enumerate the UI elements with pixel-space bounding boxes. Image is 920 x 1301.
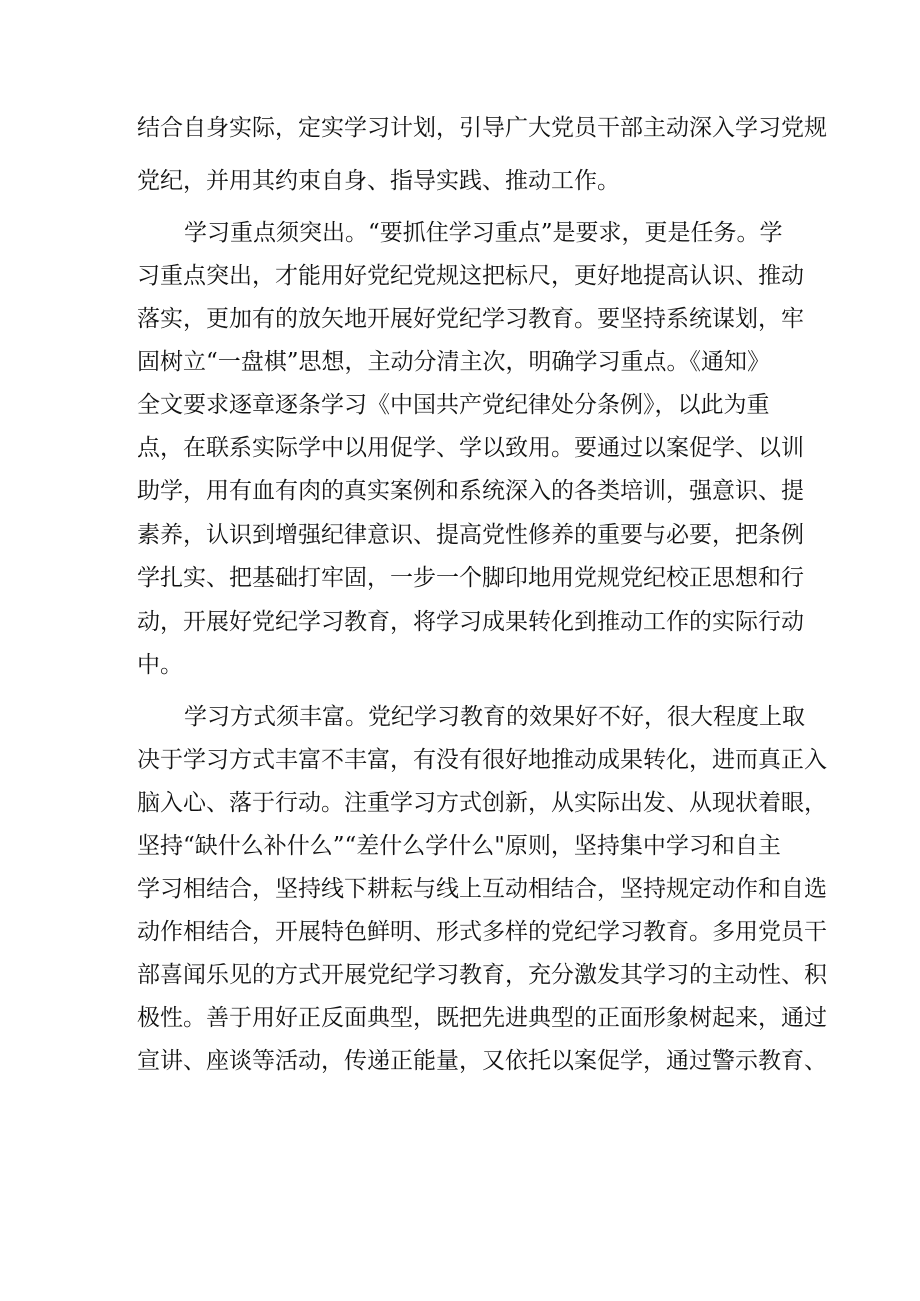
text-line: 宣讲、座谈等活动，传递正能量，又依托以案促学，通过警示教育、: [137, 1048, 827, 1074]
text-line: 学习相结合，坚持线下耕耘与线上互动相结合，坚持规定动作和自选: [137, 876, 827, 902]
text-line: 脑入心、落于行动。注重学习方式创新，从实际出发、从现状着眼，: [137, 790, 827, 816]
text-line: 助学，用有血有肉的真实案例和系统深入的各类培训，强意识、提: [137, 478, 804, 504]
text-line: 极性。善于用好正反面典型，既把先进典型的正面形象树起来，通过: [137, 1005, 827, 1031]
text-line: 全文要求逐章逐条学习《中国共产党纪律处分条例》，以此为重: [137, 392, 770, 418]
text-line: 决于学习方式丰富不丰富，有没有很好地推动成果转化，进而真正入: [137, 747, 827, 773]
text-line: 动，开展好党纪学习教育，将学习成果转化到推动工作的实际行动: [137, 609, 804, 635]
text-line: 中。: [137, 652, 183, 678]
text-line: 坚持“缺什么补什么”“差什么学什么"原则，坚持集中学习和自主: [137, 833, 781, 859]
text-line: 点，在联系实际学中以用促学、学以致用。要通过以案促学、以训: [137, 435, 804, 461]
text-line: 习重点突出，才能用好党纪党规这把标尺，更好地提高认识、推动: [137, 263, 804, 289]
text-line: 部喜闻乐见的方式开展党纪学习教育，充分激发其学习的主动性、积: [137, 962, 827, 988]
text-line: 学扎实、把基础打牢固，一步一个脚印地用党规党纪校正思想和行: [137, 565, 804, 591]
text-line: 动作相结合，开展特色鲜明、形式多样的党纪学习教育。多用党员干: [137, 919, 827, 945]
text-line: 素养，认识到增强纪律意识、提高党性修养的重要与必要，把条例: [137, 522, 804, 548]
paragraph-first-line: 学习方式须丰富。党纪学习教育的效果好不好，很大程度上取: [184, 704, 805, 730]
text-line: 固树立“一盘棋”思想，主动分清主次，明确学习重点。《通知》: [137, 349, 771, 375]
text-line: 落实，更加有的放矢地开展好党纪学习教育。要坚持系统谋划，牢: [137, 306, 804, 332]
text-line: 结合自身实际，定实学习计划，引导广大党员干部主动深入学习党规: [137, 115, 827, 141]
paragraph-first-line: 学习重点须突出。“要抓住学习重点”是要求，更是任务。学: [184, 220, 783, 246]
text-line: 党纪，并用其约束自身、指导实践、推动工作。: [137, 168, 620, 194]
